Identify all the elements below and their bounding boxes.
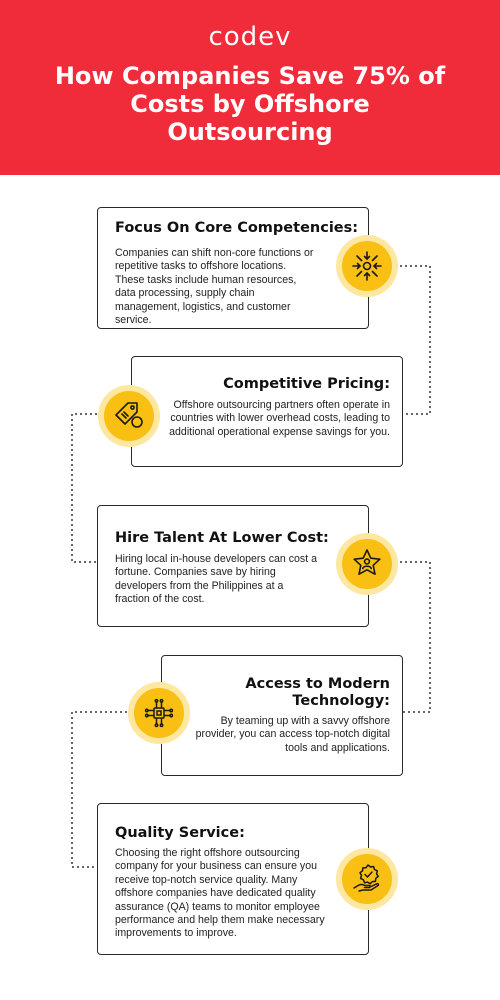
section-title: Competitive Pricing: (223, 376, 390, 392)
section-card-quality-service (97, 803, 369, 955)
section-body: Choosing the right offshore outsourcing company for your business can ensure you receive top-notch service quality. Many offshore companies have dedicated quality assurance (QA) teams to monitor employee performance and help them make necessary improvements to improve. (115, 847, 325, 940)
section-body: Companies can shift non-core functions or repetitive tasks to offshore locations. These tasks include human resources, data processing, supply chain management, logistics, and customer service. (115, 247, 314, 327)
page-title: How Companies Save 75% of Costs by Offshore Outsourcing (54, 62, 446, 146)
section-body: By teaming up with a savvy offshore provider, you can access top-notch digital tools and applications. (195, 715, 390, 754)
section-card-hire-talent (97, 505, 369, 627)
section-title: Hire Talent At Lower Cost: (115, 530, 329, 546)
section-title: Quality Service: (115, 825, 245, 841)
chip-circuit-icon (128, 682, 190, 744)
focus-arrows-icon (336, 235, 398, 297)
section-card-modern-technology (161, 655, 403, 776)
price-tag-icon (98, 385, 160, 447)
quality-badge-hand-icon (336, 848, 398, 910)
section-card-competitive-pricing (131, 356, 403, 467)
section-title: Access to Modern Technology: (245, 676, 390, 709)
section-body: Hiring local in-house developers can cost a fortune. Companies save by hiring developers from the Philippines at a fraction of the cost. (115, 553, 317, 606)
section-title: Focus On Core Competencies: (115, 220, 359, 236)
section-card-core-competencies (97, 207, 369, 329)
codev-logo: codev (208, 22, 292, 52)
talent-star-icon (336, 533, 398, 595)
section-body: Offshore outsourcing partners often operate in countries with lower overhead costs, leading to additional operational expense savings for you. (169, 399, 390, 438)
